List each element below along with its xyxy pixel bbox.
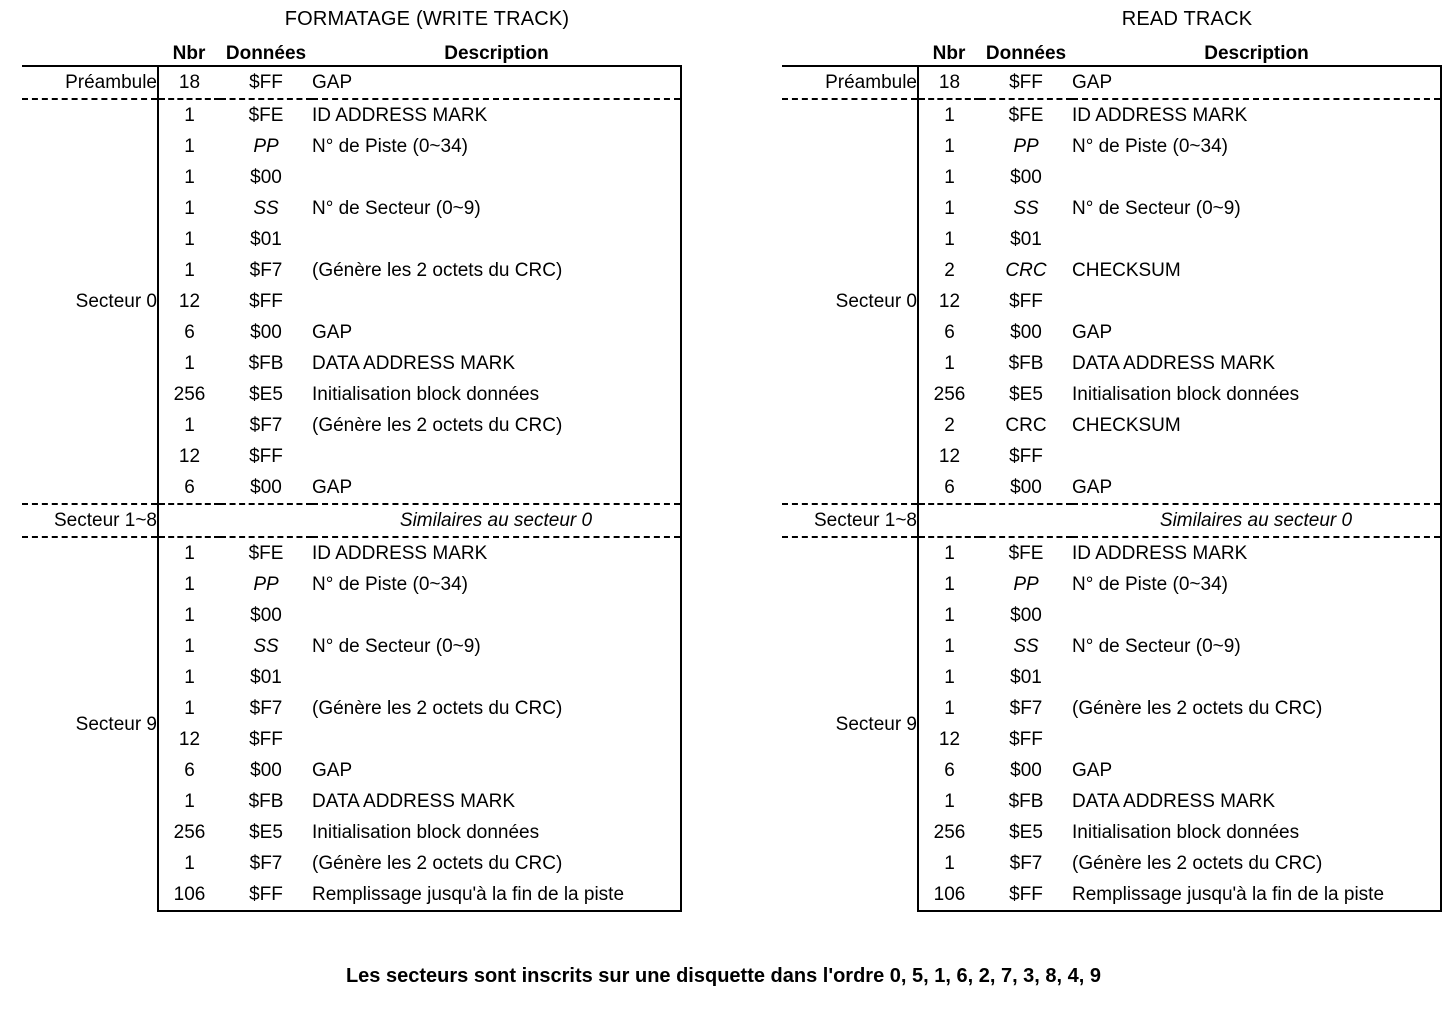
cell-nbr: 6	[918, 755, 980, 786]
cell-description: GAP	[1072, 755, 1441, 786]
cell-donnees: $FE	[248, 105, 284, 126]
header-description: Description	[444, 43, 549, 64]
cell-description: GAP	[312, 472, 681, 504]
cell-donnees: $FF	[220, 879, 312, 911]
cell-description: Initialisation block données	[1072, 817, 1441, 848]
cell-description: N° de Piste (0~34)	[1072, 569, 1441, 600]
cell-description: Remplissage jusqu'à la fin de la piste	[1072, 879, 1441, 911]
header-nbr: Nbr	[172, 43, 206, 64]
cell-description: GAP	[1072, 472, 1441, 504]
cell-donnees: $00	[250, 167, 282, 188]
cell-donnees: $FF	[980, 66, 1072, 99]
cell-donnees: $E5	[249, 384, 283, 405]
cell-description: N° de Secteur (0~9)	[312, 631, 681, 662]
cell-description: Similaires au secteur 0	[1072, 505, 1441, 537]
header-spacer	[782, 43, 918, 66]
cell-donnees: $FF	[249, 291, 283, 312]
cell-description: GAP	[312, 66, 681, 99]
cell-nbr: 106	[918, 879, 980, 911]
header-nbr: Nbr	[932, 43, 966, 64]
cell-description	[1072, 600, 1441, 631]
cell-description: Remplissage jusqu'à la fin de la piste	[312, 879, 681, 911]
cell-description: (Génère les 2 octets du CRC)	[312, 693, 681, 724]
cell-description: N° de Secteur (0~9)	[1072, 193, 1441, 224]
group-label: Secteur 9	[835, 714, 917, 735]
cell-nbr: 1	[918, 693, 980, 724]
cell-nbr: 1	[158, 693, 220, 724]
cell-nbr: 106	[158, 879, 220, 911]
cell-nbr: 12	[158, 441, 220, 472]
table-body-read	[782, 43, 1441, 911]
table-row	[22, 538, 681, 569]
table-block-write-track	[22, 8, 682, 912]
cell-nbr: 1	[918, 631, 980, 662]
cell-description	[312, 286, 681, 317]
cell-donnees: PP	[1013, 574, 1039, 595]
cell-description: N° de Secteur (0~9)	[1072, 631, 1441, 662]
cell-donnees: $00	[1010, 322, 1042, 343]
cell-nbr: 12	[918, 441, 980, 472]
cell-nbr: 18	[158, 66, 220, 99]
cell-donnees: SS	[1013, 636, 1039, 657]
cell-description: (Génère les 2 octets du CRC)	[312, 848, 681, 879]
cell-description: (Génère les 2 octets du CRC)	[1072, 693, 1441, 724]
cell-donnees: $F7	[249, 698, 283, 719]
cell-nbr: 256	[158, 379, 220, 410]
cell-donnees: $E5	[249, 822, 283, 843]
cell-description: GAP	[1072, 317, 1441, 348]
cell-donnees: $FB	[1008, 791, 1044, 812]
cell-donnees: $FB	[1008, 353, 1044, 374]
cell-donnees: $01	[1010, 667, 1042, 688]
cell-nbr: 12	[918, 286, 980, 317]
cell-donnees: $00	[250, 760, 282, 781]
group-label: Préambule	[782, 66, 918, 99]
table-body-write	[22, 43, 681, 911]
cell-nbr: 1	[918, 848, 980, 879]
table-row	[22, 100, 681, 131]
cell-description: N° de Secteur (0~9)	[312, 193, 681, 224]
cell-donnees: $01	[250, 229, 282, 250]
group-label: Préambule	[22, 66, 158, 99]
cell-description	[312, 600, 681, 631]
cell-description: N° de Piste (0~34)	[312, 131, 681, 162]
cell-nbr: 1	[918, 131, 980, 162]
cell-description: DATA ADDRESS MARK	[1072, 348, 1441, 379]
cell-donnees: $FB	[248, 353, 284, 374]
cell-description: ID ADDRESS MARK	[1072, 100, 1441, 131]
cell-nbr: 12	[918, 724, 980, 755]
cell-description	[1072, 724, 1441, 755]
cell-description: N° de Piste (0~34)	[1072, 131, 1441, 162]
cell-description: CHECKSUM	[1072, 410, 1441, 441]
cell-donnees: $F7	[249, 415, 283, 436]
cell-nbr: 12	[158, 286, 220, 317]
cell-nbr: 256	[918, 817, 980, 848]
header-spacer	[22, 43, 158, 66]
cell-donnees: SS	[1013, 198, 1039, 219]
cell-nbr: 1	[918, 569, 980, 600]
cell-donnees: $E5	[1009, 822, 1043, 843]
cell-description	[312, 662, 681, 693]
group-label: Secteur 1~8	[814, 510, 917, 531]
cell-donnees: $FE	[1008, 105, 1044, 126]
footer-note: Les secteurs sont inscrits sur une disquette dans l'ordre 0, 5, 1, 6, 2, 7, 3, 8, 4, 9	[345, 965, 1102, 987]
cell-nbr: 6	[918, 317, 980, 348]
table-title-write-track: FORMATAGE (WRITE TRACK)	[284, 8, 570, 30]
cell-donnees: $FF	[980, 879, 1072, 911]
table-row	[782, 66, 1441, 99]
table-header-row	[22, 43, 681, 66]
cell-donnees: $00	[1010, 167, 1042, 188]
cell-donnees	[980, 505, 1072, 537]
cell-donnees	[220, 505, 312, 537]
group-label: Secteur 0	[835, 291, 917, 312]
cell-donnees: SS	[253, 636, 279, 657]
cell-donnees: $FF	[249, 446, 283, 467]
cell-donnees: $01	[250, 667, 282, 688]
cell-description: DATA ADDRESS MARK	[312, 348, 681, 379]
cell-description	[312, 224, 681, 255]
cell-donnees: PP	[253, 136, 279, 157]
cell-nbr: 1	[158, 410, 220, 441]
track-layout-table-write	[22, 43, 682, 912]
cell-donnees: $F7	[1009, 698, 1043, 719]
cell-nbr: 1	[918, 193, 980, 224]
table-row	[22, 66, 681, 99]
cell-donnees: $FF	[1009, 446, 1043, 467]
cell-donnees: $FB	[248, 791, 284, 812]
cell-nbr: 2	[918, 410, 980, 441]
cell-nbr: 1	[158, 224, 220, 255]
cell-nbr: 18	[918, 66, 980, 99]
cell-donnees: $01	[1010, 229, 1042, 250]
cell-donnees: $00	[250, 322, 282, 343]
cell-nbr: 1	[158, 538, 220, 569]
cell-description: GAP	[312, 317, 681, 348]
group-label: Secteur 1~8	[54, 510, 157, 531]
cell-nbr: 1	[158, 162, 220, 193]
header-donnees: Données	[225, 43, 307, 64]
cell-nbr: 1	[918, 538, 980, 569]
group-label: Secteur 9	[75, 714, 157, 735]
cell-description	[312, 724, 681, 755]
cell-nbr: 1	[158, 131, 220, 162]
cell-nbr: 1	[158, 100, 220, 131]
cell-nbr: 1	[158, 193, 220, 224]
cell-donnees: $00	[250, 605, 282, 626]
cell-nbr: 1	[918, 786, 980, 817]
cell-nbr: 6	[918, 472, 980, 504]
cell-nbr: 1	[918, 662, 980, 693]
track-layout-table-read	[782, 43, 1442, 912]
cell-donnees: $FF	[220, 66, 312, 99]
cell-description: CHECKSUM	[1072, 255, 1441, 286]
cell-description: Initialisation block données	[312, 379, 681, 410]
cell-description	[1072, 162, 1441, 193]
cell-donnees: $00	[250, 477, 282, 498]
cell-nbr: 256	[158, 817, 220, 848]
cell-description	[1072, 441, 1441, 472]
cell-donnees: PP	[253, 574, 279, 595]
cell-description: Similaires au secteur 0	[312, 505, 681, 537]
cell-description: (Génère les 2 octets du CRC)	[312, 255, 681, 286]
cell-description: ID ADDRESS MARK	[312, 538, 681, 569]
table-row	[782, 538, 1441, 569]
cell-nbr	[918, 505, 980, 537]
cell-nbr: 1	[158, 255, 220, 286]
table-row	[22, 505, 681, 537]
cell-donnees: SS	[253, 198, 279, 219]
cell-nbr: 1	[158, 600, 220, 631]
cell-nbr: 1	[158, 631, 220, 662]
cell-nbr: 12	[158, 724, 220, 755]
cell-description: ID ADDRESS MARK	[1072, 538, 1441, 569]
cell-description: GAP	[1072, 66, 1441, 99]
cell-nbr: 1	[158, 569, 220, 600]
table-header-row	[782, 43, 1441, 66]
cell-donnees: $FE	[248, 543, 284, 564]
cell-nbr: 1	[918, 348, 980, 379]
cell-nbr: 1	[918, 162, 980, 193]
header-donnees: Données	[985, 43, 1067, 64]
cell-donnees: $00	[1010, 605, 1042, 626]
cell-description: ID ADDRESS MARK	[312, 100, 681, 131]
cell-donnees: $E5	[1009, 384, 1043, 405]
table-row	[782, 100, 1441, 131]
cell-description: Initialisation block données	[312, 817, 681, 848]
cell-donnees: $F7	[249, 260, 283, 281]
cell-donnees: $FF	[249, 729, 283, 750]
cell-description	[312, 162, 681, 193]
cell-description: DATA ADDRESS MARK	[312, 786, 681, 817]
cell-description: N° de Piste (0~34)	[312, 569, 681, 600]
cell-nbr: 6	[158, 472, 220, 504]
cell-nbr: 6	[158, 755, 220, 786]
table-row	[782, 505, 1441, 537]
cell-donnees: $F7	[1009, 853, 1043, 874]
cell-nbr: 1	[158, 662, 220, 693]
cell-nbr: 1	[158, 348, 220, 379]
cell-donnees: $00	[1010, 477, 1042, 498]
table-block-read-track	[782, 8, 1442, 912]
cell-description	[1072, 286, 1441, 317]
cell-description: DATA ADDRESS MARK	[1072, 786, 1441, 817]
group-label: Secteur 0	[75, 291, 157, 312]
cell-nbr: 6	[158, 317, 220, 348]
cell-nbr: 1	[918, 600, 980, 631]
cell-donnees: CRC	[1005, 415, 1047, 436]
cell-donnees: PP	[1013, 136, 1039, 157]
cell-description: Initialisation block données	[1072, 379, 1441, 410]
cell-nbr: 1	[918, 100, 980, 131]
cell-description: GAP	[312, 755, 681, 786]
cell-donnees: $FF	[1009, 291, 1043, 312]
cell-donnees: CRC	[1005, 260, 1047, 281]
cell-description	[1072, 224, 1441, 255]
cell-nbr: 2	[918, 255, 980, 286]
table-title-read-track: READ TRACK	[1121, 8, 1253, 30]
cell-description	[1072, 662, 1441, 693]
cell-description: (Génère les 2 octets du CRC)	[1072, 848, 1441, 879]
cell-nbr: 1	[918, 224, 980, 255]
cell-nbr: 1	[158, 848, 220, 879]
cell-nbr: 1	[158, 786, 220, 817]
cell-nbr	[158, 505, 220, 537]
cell-donnees: $00	[1010, 760, 1042, 781]
cell-description: (Génère les 2 octets du CRC)	[312, 410, 681, 441]
cell-nbr: 256	[918, 379, 980, 410]
header-description: Description	[1204, 43, 1309, 64]
cell-donnees: $FF	[1009, 729, 1043, 750]
cell-description	[312, 441, 681, 472]
cell-donnees: $FE	[1008, 543, 1044, 564]
cell-donnees: $F7	[249, 853, 283, 874]
